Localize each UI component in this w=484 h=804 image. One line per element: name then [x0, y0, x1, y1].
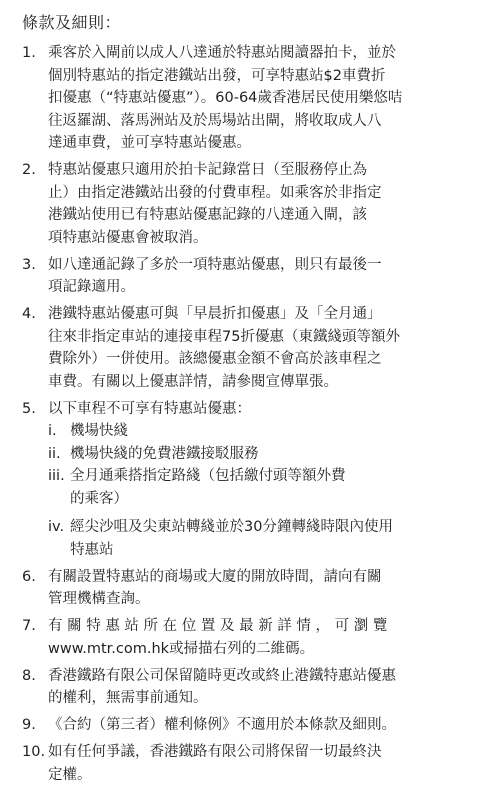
term-line: 港鐵站使用已有特惠站優惠記錄的八達通入閘，該	[48, 207, 367, 223]
excluded-journey-item	[48, 516, 470, 561]
term-line: 如有任何爭議，香港鐵路有限公司將保留一切最終決	[48, 744, 382, 760]
subitem-line: 特惠站	[70, 541, 114, 558]
term-line: 的權利，無需事前通知。	[48, 690, 208, 706]
excluded-journey-item	[48, 443, 470, 466]
subitem-line: 經尖沙咀及尖東站轉綫並於30分鐘轉綫時限內使用	[70, 519, 393, 535]
excluded-journeys-list	[48, 420, 470, 561]
term-line: 項特惠站優惠會被取消。	[48, 229, 208, 246]
term-line: 車費。有關以上優惠詳情，請參閱宣傳單張。	[48, 373, 338, 390]
subitem-line: 的乘客）	[70, 490, 128, 507]
term-text	[48, 615, 470, 660]
term-number: 1.	[22, 45, 36, 61]
subitem-text	[70, 443, 259, 466]
subitem-number: i.	[48, 423, 57, 439]
subitem-line: 全月通乘搭指定路綫（包括繳付頭等額外費	[70, 468, 346, 484]
term-item	[22, 615, 470, 660]
subitem-text	[70, 420, 128, 443]
term-text	[48, 665, 470, 710]
term-text	[48, 303, 470, 393]
page-title: 條款及細則：	[22, 13, 122, 32]
term-line: 有 關 特 惠 站 所 在 位 置 及 最 新 詳 情 ， 可 瀏 覽	[48, 618, 388, 634]
subitem-line: 機場快綫的免費港鐵接駁服務	[70, 445, 259, 462]
term-text	[48, 254, 470, 299]
term-item	[22, 665, 470, 710]
term-line: 個別特惠站的指定港鐵站出發，可享特惠站$2車費折	[48, 67, 386, 84]
term-line: 《合約（第三者）權利條例》不適用於本條款及細則。	[48, 717, 396, 733]
term-number: 2.	[22, 162, 36, 178]
term-line: 有關設置特惠站的商場或大廈的開放時間，請向有關	[48, 568, 382, 585]
term-number: 3.	[22, 256, 36, 273]
term-line: 扣優惠（“特惠站優惠”）。60-64歲香港居民使用樂悠咭	[48, 90, 403, 106]
subitem-number: iii.	[48, 468, 65, 484]
term-item	[22, 741, 470, 786]
term-number: 8.	[22, 667, 36, 684]
subitem-number: ii.	[48, 445, 61, 462]
subitem-text	[70, 465, 346, 510]
term-text	[48, 42, 470, 155]
term-text	[48, 159, 470, 249]
term-item	[22, 566, 470, 611]
excluded-journey-item	[48, 465, 470, 510]
term-line: 達通車費，並可享特惠站優惠。	[48, 135, 251, 151]
term-line: 往返羅湖、落馬洲站及於馬場站出閘，將收取成人八	[48, 112, 382, 129]
excluded-journey-item	[48, 420, 470, 443]
term-number: 6.	[22, 568, 36, 585]
term-item	[22, 254, 470, 299]
term-line: 以下車程不可享有特惠站優惠：	[48, 400, 251, 417]
term-item	[22, 42, 470, 155]
term-number: 10.	[22, 744, 46, 760]
term-item	[22, 714, 470, 737]
term-line: 香港鐵路有限公司保留隨時更改或終止港鐵特惠站優惠	[48, 667, 396, 684]
term-line: 定權。	[48, 766, 92, 783]
term-line: 乘客於入閘前以成人八達通於特惠站閱讀器拍卡，並於	[48, 45, 396, 61]
term-line: 費除外）一併使用。該總優惠金額不會高於該車程之	[48, 351, 382, 367]
terms-list	[22, 42, 470, 786]
term-item	[22, 159, 470, 249]
term-number: 9.	[22, 717, 36, 733]
subitem-number: iv.	[48, 519, 65, 535]
term-line: www.mtr.com.hk或掃描右列的二維碼。	[48, 640, 315, 657]
term-text	[48, 741, 470, 786]
term-line: 往來非指定車站的連接車程75折優惠（東鐵綫頭等額外	[48, 328, 400, 345]
subitem-line: 機場快綫	[70, 423, 128, 439]
term-number: 5.	[22, 400, 36, 417]
term-line: 特惠站優惠只適用於拍卡記錄當日（至服務停止為	[48, 162, 367, 178]
term-line: 如八達通記錄了多於一項特惠站優惠，則只有最後一	[48, 256, 382, 273]
term-item	[22, 303, 470, 393]
term-line: 項記錄適用。	[48, 279, 135, 295]
term-line: 港鐵特惠站優惠可與「早晨折扣優惠」及「全月通」	[48, 306, 382, 322]
term-number: 4.	[22, 306, 36, 322]
term-number: 7.	[22, 618, 36, 634]
subitem-text	[70, 516, 393, 561]
term-text	[48, 566, 470, 611]
term-line: 止）由指定港鐵站出發的付費車程。如乘客於非指定	[48, 184, 382, 201]
term-text	[48, 714, 470, 737]
term-text	[48, 398, 470, 562]
term-line: 管理機構查詢。	[48, 591, 150, 607]
term-item	[22, 398, 470, 562]
